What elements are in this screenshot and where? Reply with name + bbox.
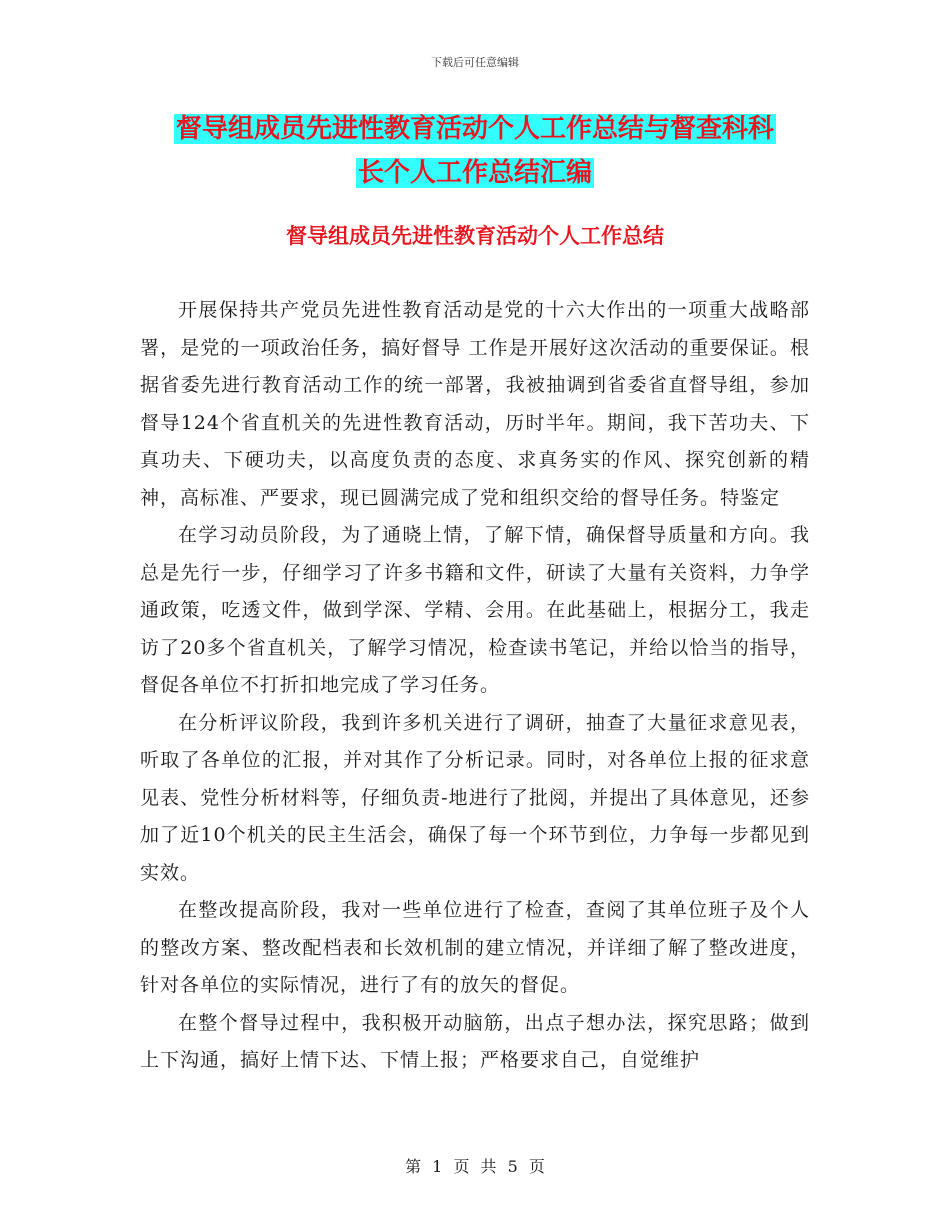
paragraph-4: 在整改提高阶段，我对一些单位进行了检查，查阅了其单位班子及个人的整改方案、整改配档表和长效机制的建立情况，并详细了解了整改进度，针对各单位的实际情况，进行了有的放矢的督促。 [140,899,810,996]
document-title-line-1 [0,112,950,146]
section-title: 督导组成员先进性教育活动个人工作总结 [286,224,664,248]
paragraph-5: 在整个督导过程中，我积极开动脑筋，出点子想办法，探究思路；做到上下沟通，搞好上情下达、下情上报；严格要求自己，自觉维护 [140,1011,810,1071]
document-title-highlight-1: 督导组成员先进性教育活动个人工作总结与督查科科 [175,114,774,144]
document-title-line-2 [0,156,950,190]
document-title-highlight-2: 长个人工作总结汇编 [357,158,592,188]
page-footer: 第 1 页 共 5 页 [405,1157,545,1176]
paragraph-1: 开展保持共产党员先进性教育活动是党的十六大作出的一项重大战略部署，是党的一项政治任务，搞好督导 工作是开展好这次活动的重要保证。根据省委先进行教育活动工作的统一部署，我被抽调到省委省直督导组，参加督导124个省直机关的先进性教育活动，历时半年。期间，我下苦功夫、下真功夫、下硬功夫，以高度负责的态度、求真务实的作风、探究创新的精神，高标准、严要求，现已圆满完成了党和组织交给的督导任务。特鉴定 [140,299,810,509]
body-text [140,292,810,1080]
paragraph-2: 在学习动员阶段，为了通晓上情，了解下情，确保督导质量和方向。我总是先行一步，仔细学习了许多书籍和文件，研读了大量有关资料，力争学通政策，吃透文件，做到学深、学精、会用。在此基础上，根据分工，我走访了20多个省直机关，了解学习情况，检查读书笔记，并给以恰当的指导，督促各单位不打折扣地完成了学习任务。 [140,524,810,696]
header-note: 下载后可任意编辑 [431,56,519,69]
paragraph-3: 在分析评议阶段，我到许多机关进行了调研，抽查了大量征求意见表，听取了各单位的汇报，并对其作了分析记录。同时，对各单位上报的征求意见表、党性分析材料等，仔细负责-地进行了批阅，并提出了具体意见，还参加了近10个机关的民主生活会，确保了每一个环节到位，力争每一步都见到实效。 [140,711,810,884]
